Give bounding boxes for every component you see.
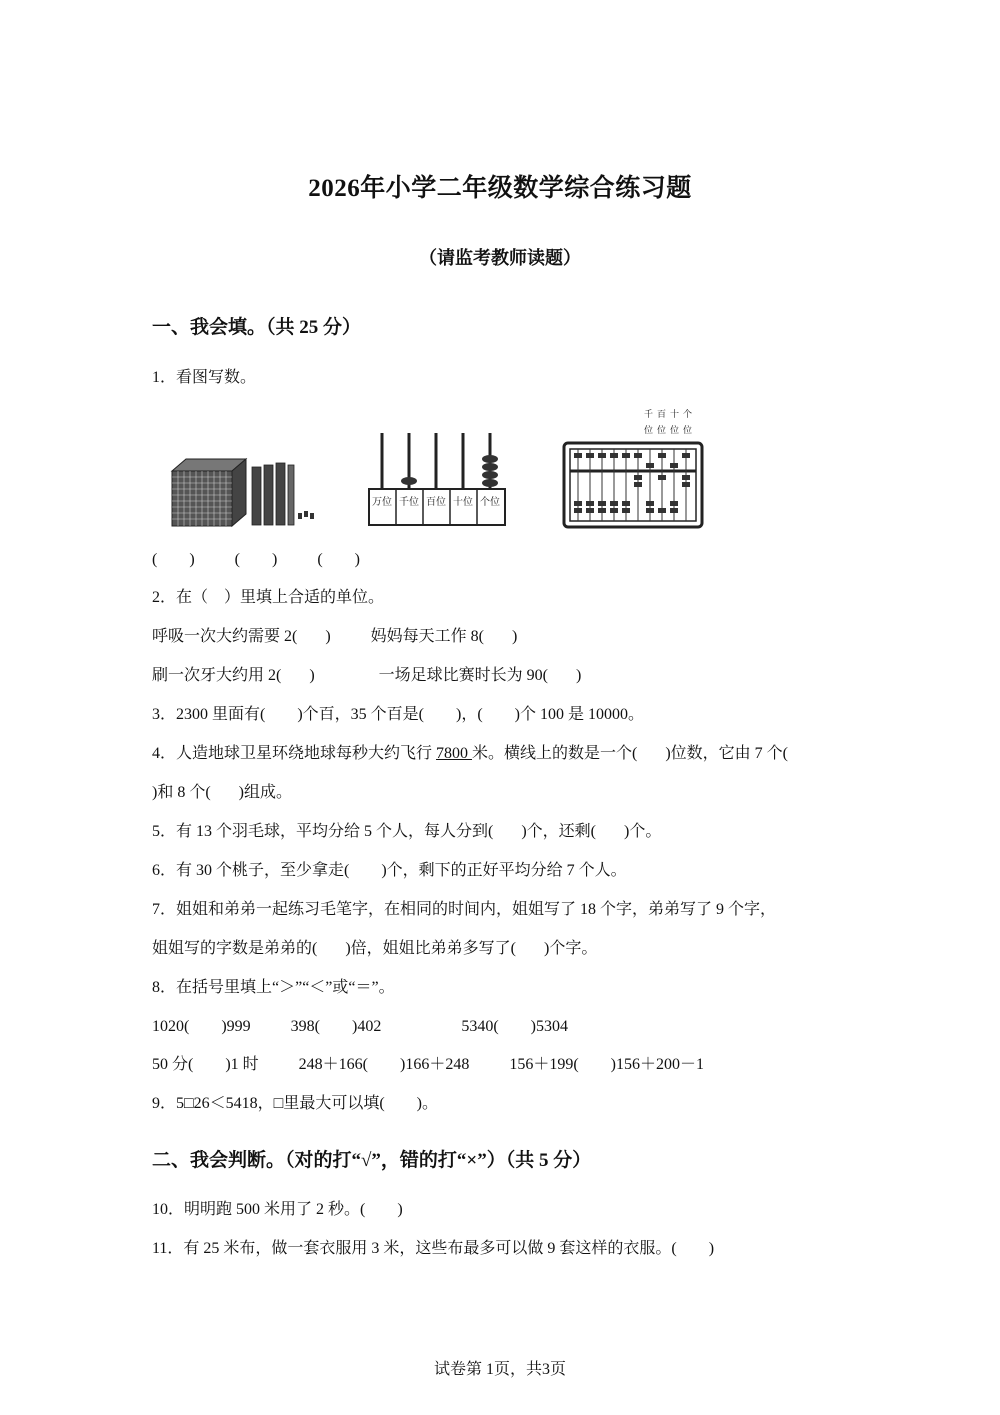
question-4-underlined-number: 7800 <box>436 745 473 762</box>
abacus-label-shi: 十位 <box>453 497 473 508</box>
question-1-figures <box>150 405 750 535</box>
question-8: 8．在括号里填上“＞”“＜”或“＝”。 <box>152 979 395 996</box>
page-title: 2026年小学二年级数学综合练习题 <box>308 175 692 202</box>
page-subtitle: （请监考教师读题） <box>419 248 581 268</box>
counting-rods-figure <box>365 427 515 532</box>
question-9: 9．5□26＜5418，□里最大可以填( )。 <box>152 1095 438 1112</box>
question-10: 10．明明跑 500 米用了 2 秒。( ) <box>152 1201 403 1218</box>
abacus-label-ge: 个位 <box>480 497 500 508</box>
abacus-place-names: 千百十个 <box>644 410 697 420</box>
section-heading-fill: 一、我会填。（共 25 分） <box>152 317 362 338</box>
question-2a: 呼吸一次大约需要 2( ) 妈妈每天工作 8( ) <box>152 628 518 645</box>
page-footer: 试卷第 1页，共3页 <box>433 1361 566 1378</box>
question-3: 3．2300 里面有( )个百，35 个百是( )，( )个 100 是 10000。 <box>152 706 644 723</box>
question-5: 5．有 13 个羽毛球，平均分给 5 个人，每人分到( )个，还剩( )个。 <box>152 823 662 840</box>
question-7: 7．姐姐和弟弟一起练习毛笔字，在相同的时间内，姐姐写了 18 个字，弟弟写了 9 个字， <box>152 901 777 918</box>
question-4 <box>152 743 788 765</box>
question-2b: 刷一次牙大约用 2( ) 一场足球比赛时长为 90( ) <box>152 667 582 684</box>
question-2: 2．在（ ）里填上合适的单位。 <box>152 589 385 606</box>
question-11: 11．有 25 米布，做一套衣服用 3 米，这些布最多可以做 9 套这样的衣服。( ) <box>152 1240 715 1257</box>
question-8a: 1020( )999 398( )402 5340( )5304 <box>152 1018 568 1035</box>
question-1-answers: ( ) ( ) ( ) <box>152 551 360 568</box>
question-7b: 姐姐写的字数是弟弟的( )倍，姐姐比弟弟多写了( )个字。 <box>152 940 598 957</box>
question-4-suffix: 米。横线上的数是一个( )位数，它由 7 个( <box>472 745 789 762</box>
question-1: 1．看图写数。 <box>152 369 257 386</box>
abacus-label-bai: 百位 <box>426 497 446 508</box>
abacus-place-suffix: 位位位位 <box>644 426 697 436</box>
question-4-prefix: 4．人造地球卫星环绕地球每秒大约飞行 <box>152 745 437 762</box>
base-ten-blocks-figure <box>168 455 318 530</box>
question-8b: 50 分( )1 时 248＋166( )166＋248 156＋199( )156＋200－1 <box>152 1056 704 1073</box>
question-6: 6．有 30 个桃子，至少拿走( )个，剩下的正好平均分给 7 个人。 <box>152 862 627 879</box>
abacus-figure <box>560 405 720 533</box>
abacus-label-wan: 万位 <box>372 497 392 508</box>
question-4b: )和 8 个( )组成。 <box>152 784 292 801</box>
abacus-label-qian: 千位 <box>399 497 419 508</box>
section-heading-judge: 二、我会判断。（对的打“√”，错的打“×”）（共 5 分） <box>152 1150 592 1171</box>
